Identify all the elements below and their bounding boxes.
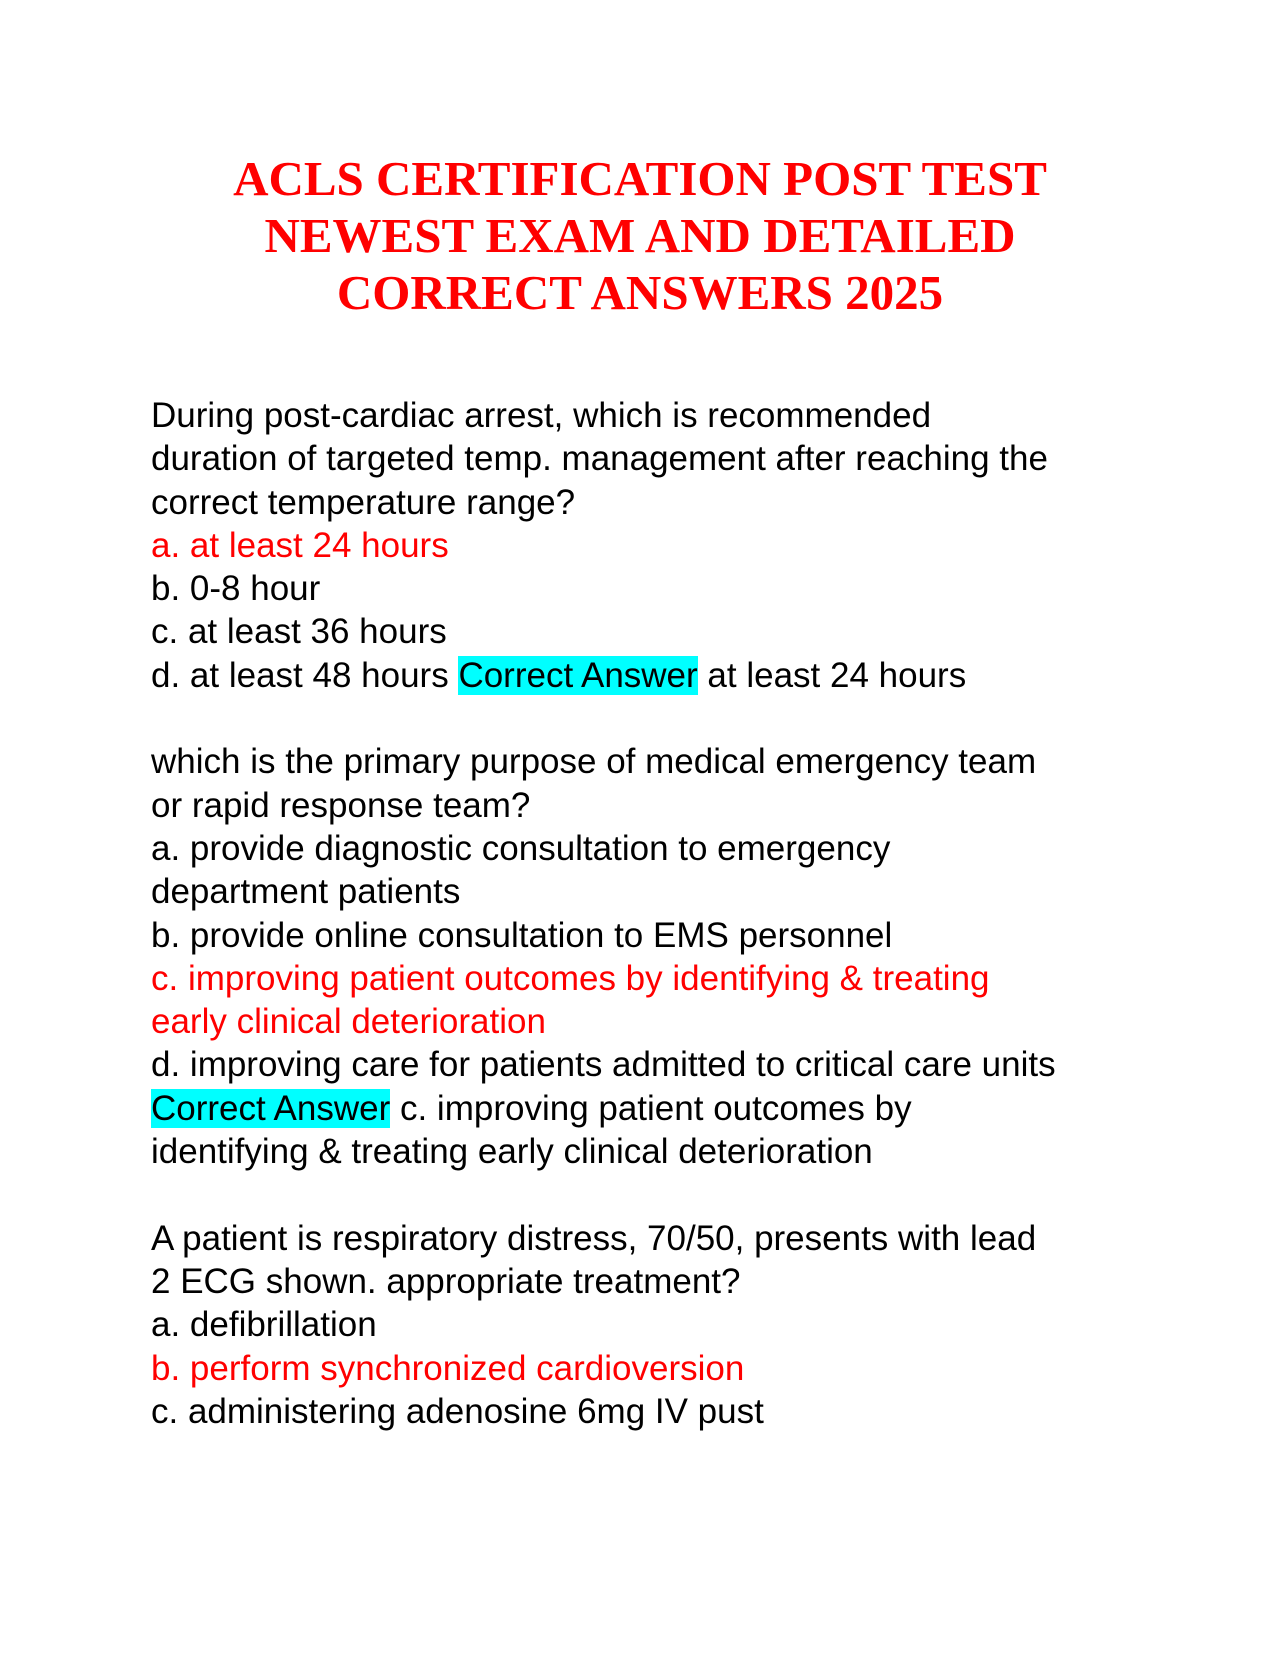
spacer [151,1173,1161,1216]
answer-text: identifying & treating early clinical deterioration [151,1132,873,1172]
option: a. provide diagnostic consultation to emergency [151,828,891,868]
question-block-3 [151,1217,1161,1433]
correct-option: c. improving patient outcomes by identifying & treating [151,958,990,998]
question-text: A patient is respiratory distress, 70/50, presents with lead [151,1218,1037,1258]
question-text: which is the primary purpose of medical emergency team [151,742,1037,782]
question-text: During post-cardiac arrest, which is recommended [151,396,932,435]
option: d. at least 48 hours [151,655,449,695]
option: c. administering adenosine 6mg IV pust [151,1391,764,1431]
option: c. at least 36 hours [151,612,447,652]
correct-answer-label: Correct Answer [151,1088,391,1128]
question-text: correct temperature range? [151,482,576,522]
title-line: CORRECT ANSWERS 2025 [336,265,944,320]
question-block-1 [151,394,1161,697]
answer-text: c. improving patient outcomes by [399,1088,912,1128]
option: b. provide online consultation to EMS personnel [151,915,893,955]
option: b. 0-8 hour [151,569,321,609]
question-block-2 [151,740,1161,1173]
document-body [151,394,1161,1433]
correct-option: b. perform synchronized cardioversion [151,1348,745,1388]
option: d. improving care for patients admitted to critical care units [151,1045,1056,1085]
option: department patients [151,872,461,912]
title-line: ACLS CERTIFICATION POST TEST [233,151,1047,206]
correct-option: early clinical deterioration [151,1002,546,1042]
option-with-answer [151,654,1161,697]
question-text: or rapid response team? [151,785,531,825]
spacer [151,697,1161,740]
document-title [120,150,1160,321]
option: a. defibrillation [151,1305,377,1345]
correct-option: a. at least 24 hours [151,525,449,565]
question-text: 2 ECG shown. appropriate treatment? [151,1261,741,1301]
title-line: NEWEST EXAM AND DETAILED [264,208,1016,263]
correct-answer-label: Correct Answer [458,655,698,695]
answer-text: at least 24 hours [707,655,967,695]
answer-line [151,1087,1161,1130]
question-text: duration of targeted temp. management after reaching the [151,439,1048,479]
